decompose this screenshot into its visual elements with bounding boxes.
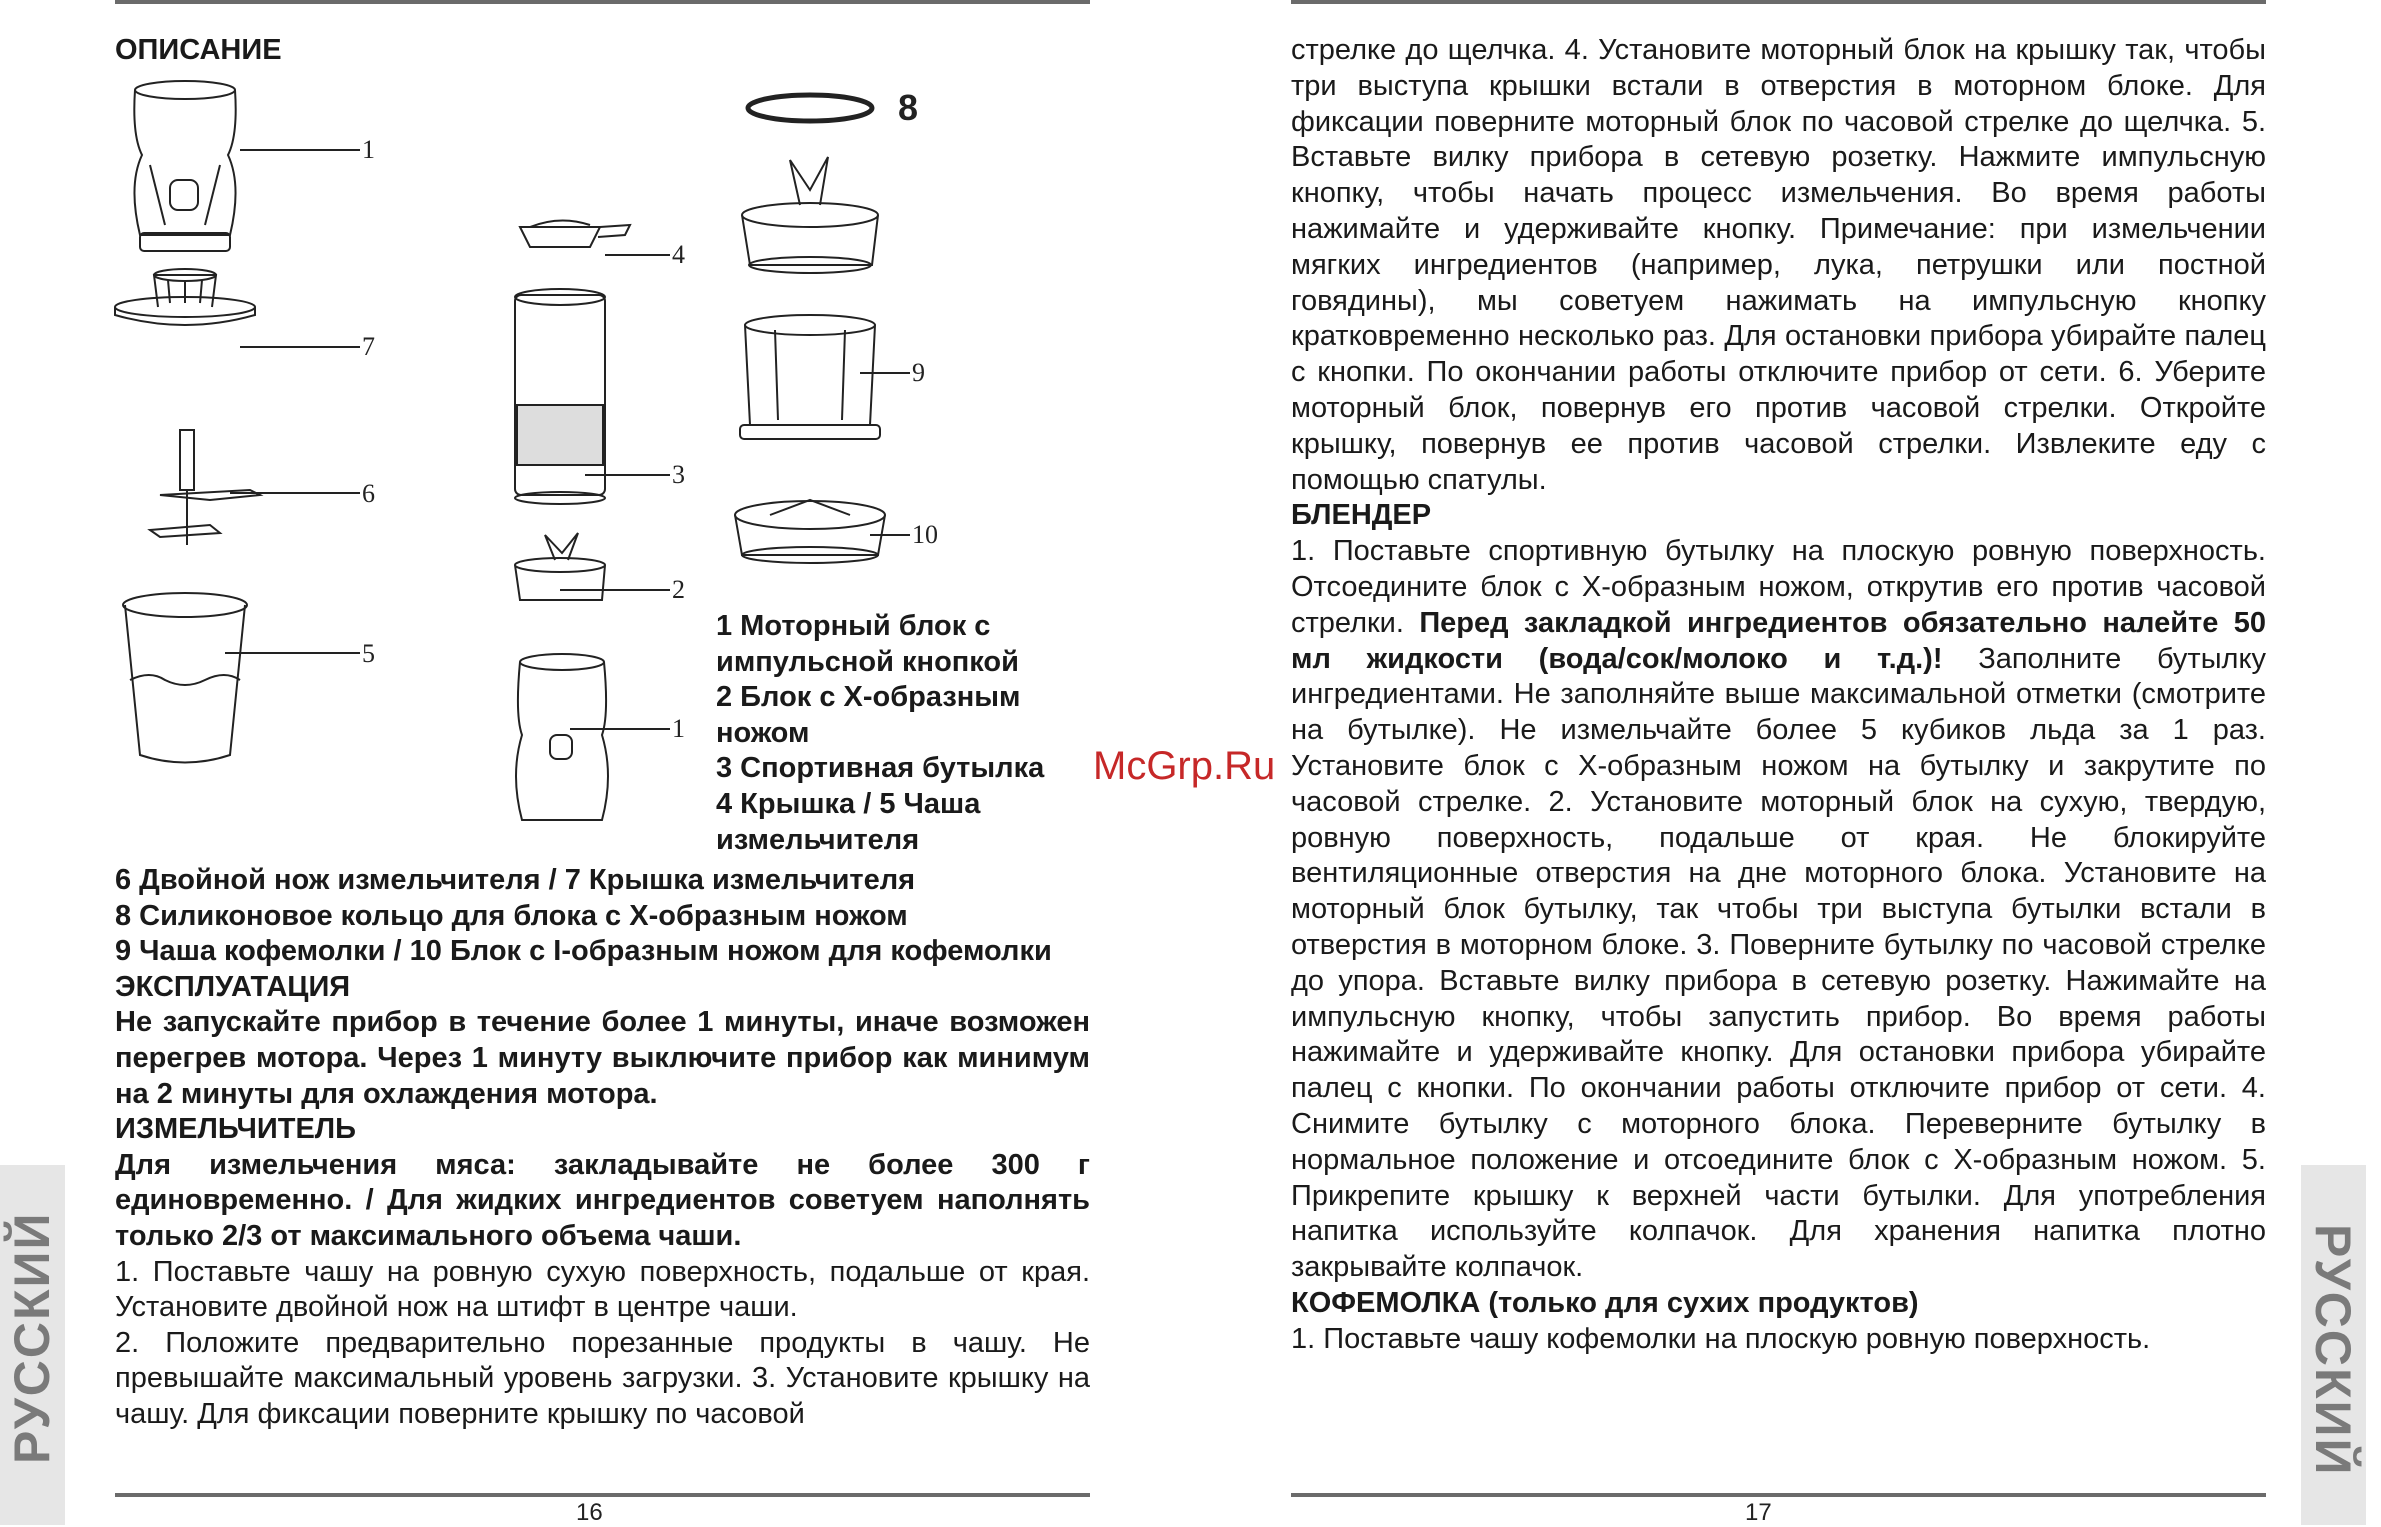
legend-line-full: 9 Чаша кофемолки / 10 Блок с I-образным ножом для кофемолки bbox=[115, 935, 1052, 968]
chopper-bowl-illustration bbox=[123, 593, 247, 763]
grinder-bowl-illustration bbox=[740, 315, 880, 439]
legend-line: импульсной кнопкой bbox=[716, 645, 1019, 678]
callout-10: 10 bbox=[912, 520, 938, 549]
chopper-lid-illustration bbox=[115, 269, 255, 325]
top-rule-right bbox=[1291, 0, 2266, 4]
legend-line: 1 Моторный блок с bbox=[716, 610, 991, 642]
parts-legend-short bbox=[716, 609, 1096, 858]
callout-9: 9 bbox=[912, 358, 925, 387]
chopper-heading: ИЗМЕЛЬЧИТЕЛЬ bbox=[115, 1113, 356, 1146]
blender-liquid-warning: Перед закладкой ингредиентов обязательно налейте 50 мл жидкости (вода/сок/молоко и т.д.)! bbox=[1291, 606, 2267, 675]
bottom-rule-left bbox=[115, 1493, 1090, 1497]
right-page-body bbox=[1291, 33, 2266, 1357]
left-page-body bbox=[115, 863, 1090, 1433]
callout-5: 5 bbox=[362, 639, 375, 668]
callout-4: 4 bbox=[672, 240, 685, 269]
blender-text-1: 1. Поставьте спортивную бутылку на плоскую ровную поверхность. Отсоедините блок с Х-образным ножом, открутив его против часовой стрелки. bbox=[1291, 535, 2266, 639]
side-label-right: РУССКИЙ bbox=[2305, 1224, 2361, 1477]
legend-line: ножом bbox=[716, 716, 810, 749]
sports-bottle-illustration bbox=[515, 289, 605, 504]
grinder-heading: КОФЕМОЛКА (только для сухих продуктов) bbox=[1291, 1286, 1919, 1319]
side-label-left: РУССКИЙ bbox=[4, 1211, 60, 1464]
callout-8: 8 bbox=[898, 87, 919, 128]
legend-line: 3 Спортивная бутылка bbox=[716, 752, 1045, 785]
motor-block-illustration bbox=[134, 81, 235, 251]
callout-1-bottom: 1 bbox=[672, 714, 685, 743]
grinder-step-1: 1. Поставьте чашу кофемолки на плоскую ровную поверхность. bbox=[1291, 1322, 2151, 1355]
chopper-warning: Для измельчения мяса: закладывайте не более 300 г единовременно. / Для жидких ингредиентов советуем наполнять только 2/3 от максимального объема чаши. bbox=[115, 1148, 1090, 1252]
blender-heading: БЛЕНДЕР bbox=[1291, 499, 1432, 532]
double-knife-illustration bbox=[150, 430, 260, 545]
chopper-continuation: стрелке до щелчка. 4. Установите моторный блок на крышку так, чтобы три выступа крышки встали в отверстия в моторном блоке. Для фиксации поверните моторный блок по часовой стрелке до щелчка. 5. Вставьте вилку прибора в сетевую розетку. Нажмите импульсную кнопку, чтобы начать процесс измельчения. Во время работы нажимайте и удерживайте кнопку. Примечание: при измельчении мягких ингредиентов (например, лука, петрушки или постной говядины), мы советуем нажимать на импульсную кнопку кратковременно несколько раз. Для остановки прибора убирайте палец с кнопки. По окончании работы отключите прибор от сети. 6. Уберите моторный блок, повернув его против часовой стрелки. Откройте крышку, повернув ее против часовой стрелки. Извлеките еду с помощью спатулы. bbox=[1291, 34, 2266, 496]
page-number-right: 17 bbox=[1745, 1499, 1772, 1526]
legend-line-full: 6 Двойной нож измельчителя / 7 Крышка измельчителя bbox=[115, 864, 916, 896]
description-heading: ОПИСАНИЕ bbox=[115, 34, 282, 66]
left-page-header bbox=[115, 33, 1090, 69]
x-blade-unit-illustration-2 bbox=[742, 157, 878, 273]
silicone-ring-illustration bbox=[748, 95, 872, 121]
motor-block-illustration-2 bbox=[516, 654, 608, 820]
legend-line: 4 Крышка / 5 Чаша bbox=[716, 787, 981, 820]
operation-heading: ЭКСПЛУАТАЦИЯ bbox=[115, 970, 351, 1003]
chopper-step-1: 1. Поставьте чашу на ровную сухую поверхность, подальше от края. Установите двойной нож на штифт в центре чаши. bbox=[115, 1255, 1090, 1324]
legend-line: измельчителя bbox=[716, 823, 920, 856]
chopper-step-2: 2. Положите предварительно порезанные продукты в чашу. Не превышайте максимальный уровень загрузки. 3. Установите крышку на чашу. Для фиксации поверните крышку по часовой bbox=[115, 1326, 1090, 1430]
blender-instructions bbox=[1291, 534, 2266, 1286]
callout-3: 3 bbox=[672, 460, 685, 489]
callout-2: 2 bbox=[672, 575, 685, 604]
operation-warning: Не запускайте прибор в течение более 1 минуты, иначе возможен перегрев мотора. Через 1 минуту выключите прибор как минимум на 2 минуты для охлаждения мотора. bbox=[115, 1006, 1090, 1110]
blender-text-2: Заполните бутылку ингредиентами. Не заполняйте выше максимальной отметки (смотрите на бутылке). Не измельчайте более 5 кубиков льда за 1 раз. Установите блок с Х-образным ножом на бутылку и закрутите по часовой стрелке. 2. Установите моторный блок на сухую, твердую, ровную поверхность, подальше от края. Не блокируйте вентиляционные отверстия на дне моторного блока. Установите на моторный блок бутылку, так чтобы три выступа бутылки встали в отверстия в моторном блоке. 3. Поверните бутылку по часовой стрелке до упора. Вставьте вилку прибора в сетевую розетку. Нажимайте на импульсную кнопку, чтобы запустить прибор. Во время работы нажимайте и удерживайте кнопку. Для остановки прибора убирайте палец с кнопки. По окончании работы отключите прибор от сети. 4. Снимите бутылку с моторного блока. Переверните бутылку в нормальное положение и отсоедините блок с Х-образным ножом. 5. Прикрепите крышку к верхней части бутылки. Для употребления напитка используйте колпачок. Для хранения напитка плотно закрывайте колпачок. bbox=[1291, 642, 2266, 1284]
watermark: McGrp.Ru bbox=[1093, 744, 1276, 788]
callout-6: 6 bbox=[362, 479, 375, 508]
callout-7: 7 bbox=[362, 332, 375, 361]
i-blade-unit-illustration bbox=[735, 500, 885, 563]
top-rule-left bbox=[115, 0, 1090, 4]
bottle-lid-illustration bbox=[520, 220, 630, 247]
legend-line-full: 8 Силиконовое кольцо для блока с Х-образным ножом bbox=[115, 899, 908, 932]
callout-1-top: 1 bbox=[362, 135, 375, 164]
legend-line: 2 Блок с Х-образным bbox=[716, 681, 1021, 714]
bottom-rule-right bbox=[1291, 1493, 2266, 1497]
page-number-left: 16 bbox=[576, 1499, 603, 1526]
